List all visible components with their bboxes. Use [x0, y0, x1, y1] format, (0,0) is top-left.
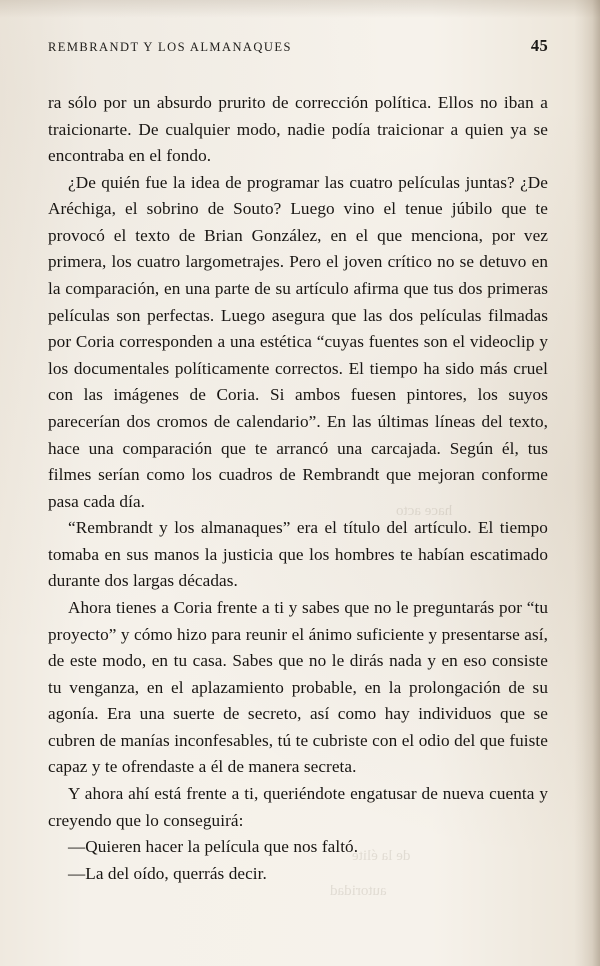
body-text	[48, 90, 548, 887]
page-top-shadow	[0, 0, 600, 18]
paragraph: Y ahora ahí está frente a ti, queriéndote engatusar de nueva cuenta y creyendo que lo conseguirá:	[48, 784, 548, 830]
page-edge-shadow	[574, 0, 600, 966]
paragraph: Ahora tienes a Coria frente a ti y sabes que no le preguntarás por “tu proyecto” y cómo hizo para reunir el ánimo suficiente y presentarse así, de este modo, en tu casa. Sabes que no le dirás nada y en eso consiste tu venganza, en el aplazamiento probable, en la prolongación de su agonía. Era una suerte de secreto, así como hay individuos que se cubren de manías inconfesables, tú te cubriste con el odio del que fuiste capaz y te ofrendaste a él de manera secreta.	[48, 597, 548, 777]
page-text-block	[48, 36, 548, 887]
show-through-text: hace acto	[396, 503, 453, 519]
paragraph: “Rembrandt y los almanaques” era el título del artículo. El tiempo tomaba en sus manos la justicia que los hombres te habían escatimado durante dos largas décadas.	[48, 518, 548, 591]
running-head-title: REMBRANDT Y LOS ALMANAQUES	[48, 40, 292, 54]
paragraph: ¿De quién fue la idea de programar las cuatro películas juntas? ¿De Aréchiga, el sobrino de Souto? Luego vino el tenue júbilo que te provocó el texto de Brian González, en el que menciona, por vez primera, los cuatro largometrajes. Pero el joven crítico no se detuvo en la comparación, en una parte de su artículo afirma que tus dos primeras películas son perfectas. Luego asegura que las dos películas filmadas por Coria corresponden a una estética “cuyas fuentes son el videoclip y los documentales políticamente correctos. El tiempo ha sido más cruel con las imágenes de Coria. Si ambos fuesen pintores, los suyos parecerían dos cromos de calendario”. En las últimas líneas del texto, hace una comparación que te arrancó una carcajada. Según él, tus filmes serían como los cuadros de Rembrandt que mejoran conforme pasa cada día.	[48, 172, 548, 511]
show-through-text: autoridad	[330, 883, 387, 899]
dialogue-line: —La del oído, querrás decir.	[68, 863, 267, 883]
show-through-text: de la élite	[352, 848, 411, 864]
paragraph: ra sólo por un absurdo prurito de corrección política. Ellos no iban a traicionarte. De cualquier modo, nadie podía traicionar a quien ya se encontraba en el fondo.	[48, 93, 548, 166]
page-number: 45	[530, 36, 548, 55]
dialogue-line: —Quieren hacer la película que nos faltó.	[68, 837, 359, 857]
running-head	[48, 36, 548, 56]
